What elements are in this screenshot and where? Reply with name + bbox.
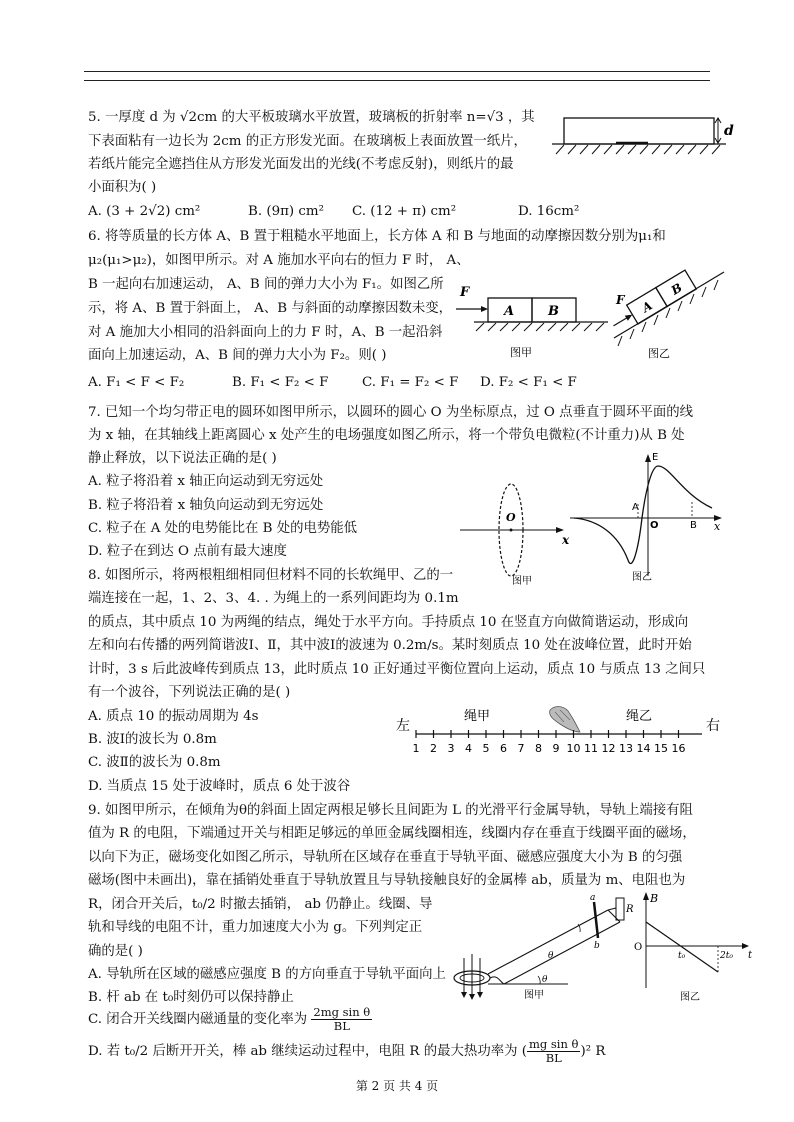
q7-figure-a-ring [456, 474, 574, 586]
q7-line-3: 静止释放，以下说法正确的是( ) [88, 451, 277, 466]
q9-option-c-text: C. 闭合开关线圈内磁通量的变化率为 [88, 1012, 308, 1027]
q8-point-label: 7 [517, 742, 525, 755]
q7-option-d: D. 粒子在到达 O 点前有最大速度 [88, 544, 287, 559]
q8-point-label: 16 [671, 742, 686, 755]
q8-point-label: 10 [566, 742, 581, 755]
q5-option-b: B. (9π) cm² [248, 204, 324, 219]
q6-line-4: 示，将 A、B 置于斜面上， A、B 与斜面的动摩擦因数未变， [88, 301, 453, 316]
q9-fig-a-b-label: b [594, 941, 600, 951]
q6-option-d: D. F₂ < F₁ < F [480, 375, 577, 390]
q8-point-label: 13 [619, 742, 633, 755]
q7-fig-b-b-label: B [690, 520, 697, 531]
q9-option-d [88, 1037, 605, 1067]
q9-option-c-numerator: 2mg sin θ [313, 1005, 371, 1019]
q8-point-label: 3 [447, 742, 455, 755]
q9-option-d-numerator: mg sin θ [528, 1037, 579, 1051]
q9-option-d-suffix: )² R [580, 1044, 606, 1059]
q6-line-5: 对 A 施加大小相同的沿斜面向上的力 F 时，A、B 一起沿斜 [88, 325, 443, 340]
q9-option-c-fraction [311, 1006, 372, 1033]
q7-fig-b-x-label: x [714, 520, 721, 533]
q6-line-3: B 一起向右加速运动， A、B 间的弹力大小为 F₁。如图乙所 [88, 277, 444, 292]
q8-option-c: C. 波Ⅱ的波长为 0.8m [88, 755, 221, 770]
q9-figure-a-rails [448, 888, 644, 1002]
q6-fig-b-force-label: F [616, 293, 625, 307]
q6-line-6: 面向上加速运动，A、B 间的弹力大小为 F₂。则( ) [88, 348, 387, 363]
q8-point-label: 15 [654, 742, 668, 755]
q8-point-label: 1 [412, 742, 420, 755]
q8-fig-rope-b-label: 绳乙 [626, 709, 653, 724]
q7-line-1: 7. 已知一个均匀带正电的圆环如图甲所示，以圆环的圆心 O 为坐标原点，过 O 点垂直于圆环平面的线 [88, 405, 694, 420]
q9-line-4: 磁场(图中未画出)，靠在插销处垂直于导轨放置且与导轨接触良好的金属棒 ab，质量为 m、电阻也为 [88, 873, 686, 888]
q8-line-6: 有一个波谷，下列说法正确的是( ) [88, 685, 291, 700]
q9-fig-b-t0-label: t₀ [678, 951, 686, 961]
header-rule-thick [84, 71, 710, 72]
q7-option-a: A. 粒子将沿着 x 轴正向运动到无穷远处 [88, 474, 324, 489]
header-rule-thin [84, 80, 710, 81]
q6-option-c: C. F₁ = F₂ < F [362, 375, 459, 390]
q6-figure-b-incline [608, 262, 732, 362]
q6-fig-a-block-b: B [548, 304, 559, 319]
q6-fig-a-force-label: F [460, 285, 470, 300]
q9-fig-a-caption: 图甲 [524, 990, 544, 1001]
q6-fig-a-block-a: A [504, 304, 515, 319]
q5-line-4: 小面积为( ) [88, 180, 157, 195]
q8-point-label: 6 [500, 742, 507, 755]
q9-option-d-fraction [527, 1038, 581, 1065]
q7-option-b: B. 粒子将沿着 x 轴负向运动到无穷远处 [88, 498, 324, 513]
q9-figure-b-graph [628, 888, 758, 1004]
q9-fig-b-caption: 图乙 [680, 992, 700, 1003]
q5-glass-plate-figure [548, 112, 738, 158]
q9-fig-a-theta-2: θ [542, 975, 548, 985]
q9-fig-b-b-label: B [650, 892, 659, 905]
q9-line-1: 9. 如图甲所示，在倾角为θ的斜面上固定两根足够长且间距为 L 的光滑平行金属导轨，导轨上端接有阻 [88, 803, 693, 818]
q9-option-d-text: D. 若 t₀/2 后断开开关，棒 ab 继续运动过程中，电阻 R 的最大热功率为 ( [88, 1044, 527, 1059]
q8-fig-left-label: 左 [396, 718, 410, 734]
q8-option-d: D. 当质点 15 处于波峰时，质点 6 处于波谷 [88, 779, 351, 794]
q5-line-2: 下表面粘有一边长为 2cm 的正方形发光面。在玻璃板上表面放置一纸片， [88, 134, 527, 149]
q7-fig-b-caption: 图乙 [632, 572, 652, 583]
q8-option-b: B. 波Ⅰ的波长为 0.8m [88, 732, 217, 747]
q8-option-a: A. 质点 10 的振动周期为 4s [88, 709, 259, 724]
q9-fig-a-theta-1: θ [548, 951, 554, 961]
q8-point-label: 8 [535, 742, 542, 755]
q9-fig-b-t-label: t [748, 950, 753, 961]
q8-point-label: 14 [636, 742, 651, 755]
q5-line-3: 若纸片能完全遮挡住从方形发光面发出的光线(不考虑反射)，则纸片的最 [88, 157, 514, 172]
q5-line-1: 5. 一厚度 d 为 √2cm 的大平板玻璃水平放置，玻璃板的折射率 n=√3 ，其 [88, 110, 535, 125]
q7-fig-b-a-label: A [632, 502, 639, 513]
q8-point-label: 11 [584, 742, 598, 755]
q6-fig-b-block-a: A [639, 298, 655, 316]
q6-figure-a-horizontal [452, 272, 620, 362]
q9-fig-b-2t0-label: 2t₀ [720, 951, 733, 961]
q7-figure-b-field-graph [566, 448, 732, 584]
q8-point-labels [413, 742, 686, 755]
q8-point-label: 2 [430, 742, 437, 755]
q6-line-1: 6. 将等质量的长方体 A、B 置于粗糙水平地面上，长方体 A 和 B 与地面的动摩擦因数分别为μ₁和 [88, 229, 666, 244]
q8-line-5: 计时，3 s 后此波峰传到质点 13，此时质点 10 正好通过平衡位置向上运动，质点 10 与质点 13 之间只 [88, 662, 706, 677]
q5-fig-d-label: d [724, 123, 734, 139]
q7-fig-b-o-label: O [650, 520, 659, 531]
q9-line-2: 值为 R 的电阻，下端通过开关与相距足够远的单匝金属线圈相连，线圈内存在垂直于线圈平面的磁场， [88, 826, 696, 841]
q9-option-d-denominator: BL [545, 1051, 562, 1065]
q8-rope-figure [390, 700, 730, 758]
q9-option-c [88, 1005, 372, 1035]
q9-fig-a-a-label: a [590, 893, 596, 903]
q8-line-1: 8. 如图所示，将两根粗细相同但材料不同的长软绳甲、乙的一 [88, 568, 454, 583]
q5-option-c: C. (12 + π) cm² [352, 204, 457, 219]
q9-line-6: 轨和导线的电阻不计，重力加速度大小为 g。下列判定正 [88, 920, 423, 935]
q8-line-4: 左和向右传播的两列简谐波Ⅰ、Ⅱ，其中波Ⅰ的波速为 0.2m/s。某时刻质点 10 处在波峰位置，此时开始 [88, 638, 692, 653]
q8-hand-icon [550, 707, 580, 732]
q6-fig-b-block-b: B [668, 280, 685, 298]
q8-point-label: 9 [552, 742, 560, 755]
q8-line-2: 端连接在一起，1、2、3、4. . 为绳上的一系列间距均为 0.1m [88, 591, 459, 606]
q7-option-c: C. 粒子在 A 处的电势能比在 B 处的电势能低 [88, 521, 358, 536]
q8-fig-right-label: 右 [706, 718, 720, 734]
q9-option-a: A. 导轨所在区域的磁感应强度 B 的方向垂直于导轨平面向上 [88, 967, 446, 982]
q9-line-7: 确的是( ) [88, 944, 143, 959]
q6-fig-a-caption: 图甲 [510, 346, 532, 359]
q6-option-a: A. F₁ < F < F₂ [88, 375, 185, 390]
q8-line-3: 的质点，其中质点 10 为两绳的结点，绳处于水平方向。手持质点 10 在竖直方向做简谐运动，形成向 [88, 615, 689, 630]
q7-fig-a-caption: 图甲 [512, 576, 532, 586]
q8-point-label: 12 [601, 742, 616, 755]
q5-option-a: A. (3 + 2√2) cm² [88, 204, 201, 219]
q9-line-5: R，闭合开关后，t₀/2 时撤去插销， ab 仍静止。线圈、导 [88, 897, 433, 912]
q9-fig-a-r-label: R [626, 904, 634, 915]
q7-line-2: 为 x 轴，在其轴线上距离圆心 x 处产生的电场强度如图乙所示，将一个带负电微粒(不计重力)从 B 处 [88, 428, 685, 443]
q9-line-3: 以向下为正，磁场变化如图乙所示，导轨所在区域存在垂直于导轨平面、磁感应强度大小为 B 的匀强 [88, 850, 683, 865]
page-footer: 第 2 页 共 4 页 [355, 1079, 439, 1093]
q9-fig-b-o-label: O [634, 942, 643, 953]
q7-fig-a-x-label: x [562, 533, 570, 547]
q7-fig-a-origin: O [506, 511, 516, 524]
q9-option-c-denominator: BL [333, 1019, 350, 1033]
q8-fig-rope-a-label: 绳甲 [464, 709, 491, 724]
q9-option-b: B. 杆 ab 在 t₀时刻仍可以保持静止 [88, 990, 294, 1005]
q5-option-d: D. 16cm² [518, 204, 580, 219]
q7-fig-b-e-label: E [652, 452, 659, 463]
q6-line-2: μ₂(μ₁>μ₂)，如图甲所示。对 A 施加水平向右的恒力 F 时， A、 [88, 253, 470, 268]
q8-point-label: 4 [465, 742, 472, 755]
q6-option-b: B. F₁ < F₂ < F [232, 375, 329, 390]
q8-point-label: 5 [482, 742, 490, 755]
q6-fig-b-caption: 图乙 [648, 347, 670, 360]
